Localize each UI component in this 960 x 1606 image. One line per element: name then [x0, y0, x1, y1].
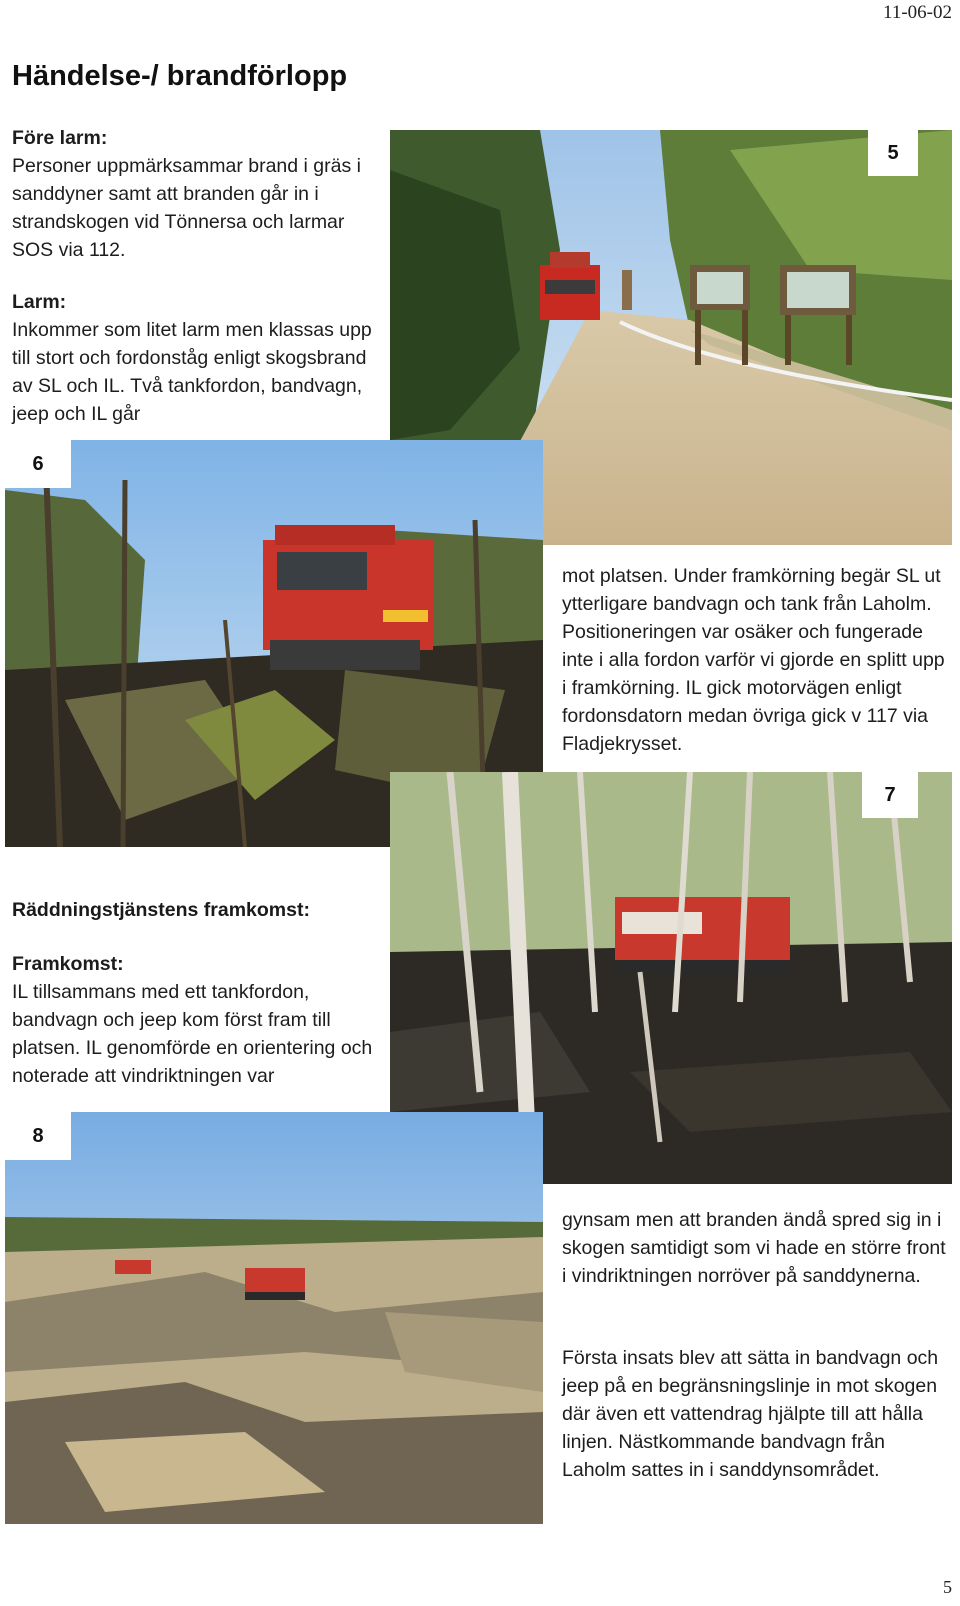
larm-label: Larm: — [12, 291, 67, 313]
photo-7-number: 7 — [862, 772, 918, 818]
framkomst-label: Framkomst: — [12, 953, 124, 975]
section-framkomst-heading: Räddningstjänstens framkomst: — [12, 899, 310, 921]
section-larm — [12, 288, 380, 428]
photo-8-number: 8 — [5, 1112, 71, 1160]
framkomst-paragraph-2 — [562, 1344, 954, 1484]
header-date: 11-06-02 — [883, 2, 952, 23]
larm-text-continued — [562, 562, 954, 758]
framkomst-text: IL tillsammans med ett tankfordon, bandvagn och jeep kom först fram till platsen. IL genomförde en orientering och noterade att vindriktningen var — [12, 981, 373, 1087]
framkomst-text-continued — [562, 1206, 954, 1290]
page-title: Händelse-/ brandförlopp — [12, 60, 348, 92]
photo-5-number: 5 — [868, 130, 918, 176]
page-number: 5 — [943, 1577, 952, 1597]
photo-8-dunes-fire-trucks — [5, 1112, 543, 1524]
larm-text-continued-paragraph: mot platsen. Under framkörning begär SL ut ytterligare bandvagn och tank från Laholm. Positioneringen var osäker och fungerade inte i alla fordon varför vi gjorde en splitt upp i framkörning. IL gick motorvägen enligt fordonsdatorn medan övriga gick v 117 via Fladjekrysset. — [562, 565, 945, 755]
section-framkomst — [12, 950, 380, 1090]
photo-6-number: 6 — [5, 440, 71, 488]
framkomst-paragraph-2-text: Första insats blev att sätta in bandvagn och jeep på en begränsningslinje in mot skogen där även ett vattendrag hjälpte till att hålla linjen. Nästkommande bandvagn från Laholm sattes in i sanddynsområdet. — [562, 1347, 939, 1481]
framkomst-text-continued-paragraph: gynsam men att branden ändå spred sig in i skogen samtidigt som vi hade en större front i vindriktningen norröver på sanddynerna. — [562, 1209, 946, 1287]
larm-text: Inkommer som litet larm men klassas upp till stort och fordonståg enligt skogsbrand av SL och IL. Två tankfordon, bandvagn, jeep och IL går — [12, 319, 372, 425]
section-fore-larm — [12, 124, 380, 264]
fore-larm-text: Personer uppmärksammar brand i gräs i sanddyner samt att branden går in i strandskogen vid Tönnersa och larmar SOS via 112. — [12, 155, 361, 261]
fore-larm-label: Före larm: — [12, 127, 108, 149]
